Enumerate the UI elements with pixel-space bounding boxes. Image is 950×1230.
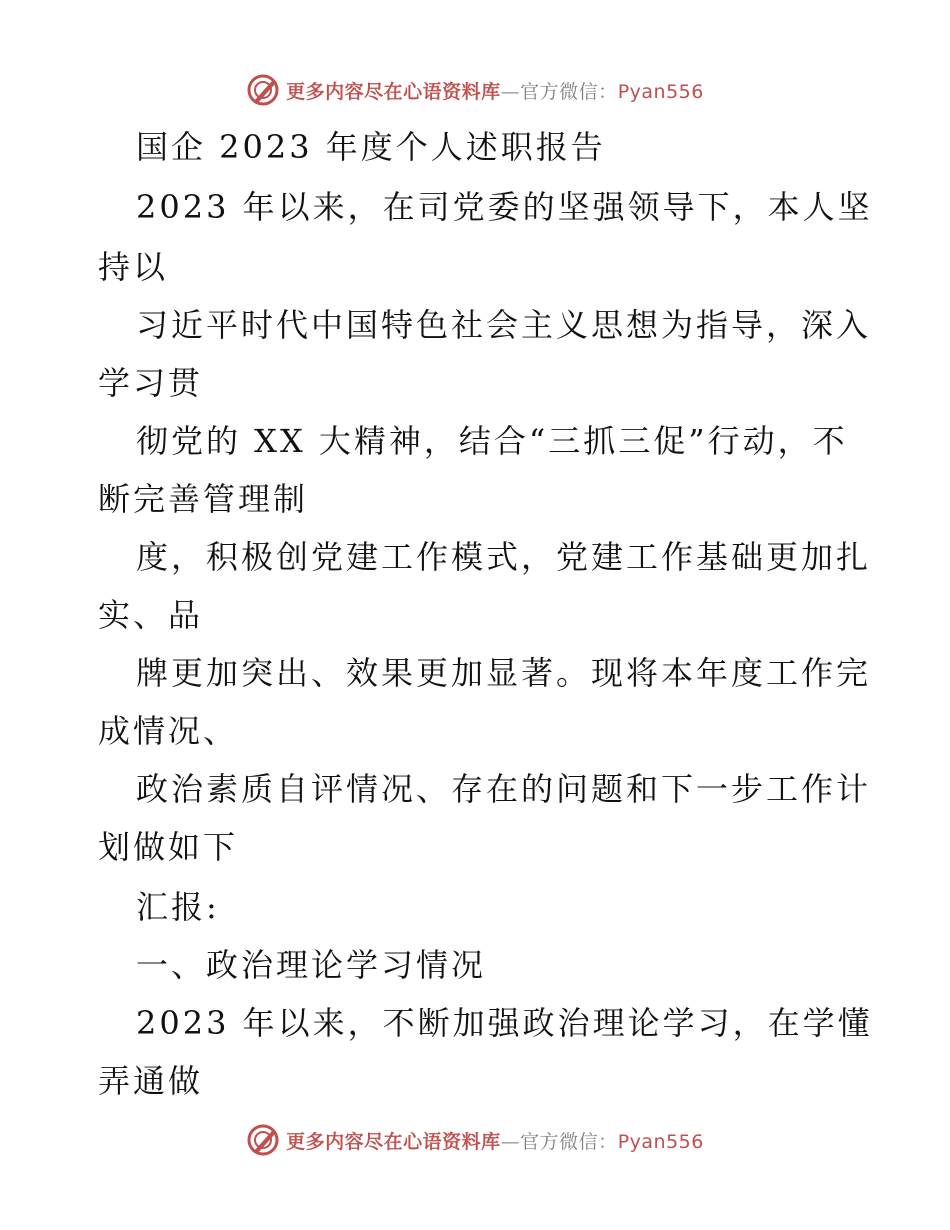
- section-heading: 一、政治理论学习情况: [136, 946, 487, 984]
- paragraph-line: 断完善管理制: [98, 480, 309, 518]
- watermark-dash: —: [500, 80, 521, 103]
- pen-logo-icon: [246, 73, 280, 107]
- paragraph-line: 持以: [98, 248, 169, 286]
- paragraph-line: 习近平时代中国特色社会主义思想为指导，深入: [136, 306, 872, 344]
- watermark-id: Pyan556: [617, 1130, 704, 1153]
- document-title: 国企 2023 年度个人述职报告: [136, 128, 606, 166]
- paragraph-line: 汇报:: [136, 888, 220, 926]
- watermark-official: 官方微信：: [520, 1130, 618, 1153]
- watermark-id: Pyan556: [617, 80, 704, 103]
- watermark-text: [286, 77, 704, 104]
- paragraph-line: 牌更加突出、效果更加显著。现将本年度工作完: [136, 654, 872, 692]
- paragraph-line: 划做如下: [98, 828, 239, 866]
- paragraph-line: 政治素质自评情况、存在的问题和下一步工作计: [136, 770, 872, 808]
- watermark-official: 官方微信：: [520, 80, 618, 103]
- watermark-text: [286, 1127, 704, 1154]
- paragraph-line: 实、品: [98, 596, 204, 634]
- paragraph-line: 彻党的 XX 大精神，结合“三抓三促”行动，不: [136, 422, 848, 460]
- paragraph-line: 弄通做: [98, 1062, 204, 1100]
- watermark-main: 更多内容尽在心语资料库: [286, 80, 501, 103]
- paragraph-line: 成情况、: [98, 712, 239, 750]
- paragraph-line: 2023 年以来，在司党委的坚强领导下，本人坚: [136, 188, 873, 226]
- paragraph-line: 度，积极创党建工作模式，党建工作基础更加扎: [136, 538, 872, 576]
- header-watermark: [0, 70, 950, 110]
- paragraph-line: 2023 年以来，不断加强政治理论学习，在学懂: [136, 1004, 873, 1042]
- paragraph-line: 学习贯: [98, 364, 204, 402]
- watermark-dash: —: [500, 1130, 521, 1153]
- footer-watermark: [0, 1120, 950, 1160]
- pen-logo-icon: [246, 1123, 280, 1157]
- watermark-main: 更多内容尽在心语资料库: [286, 1130, 501, 1153]
